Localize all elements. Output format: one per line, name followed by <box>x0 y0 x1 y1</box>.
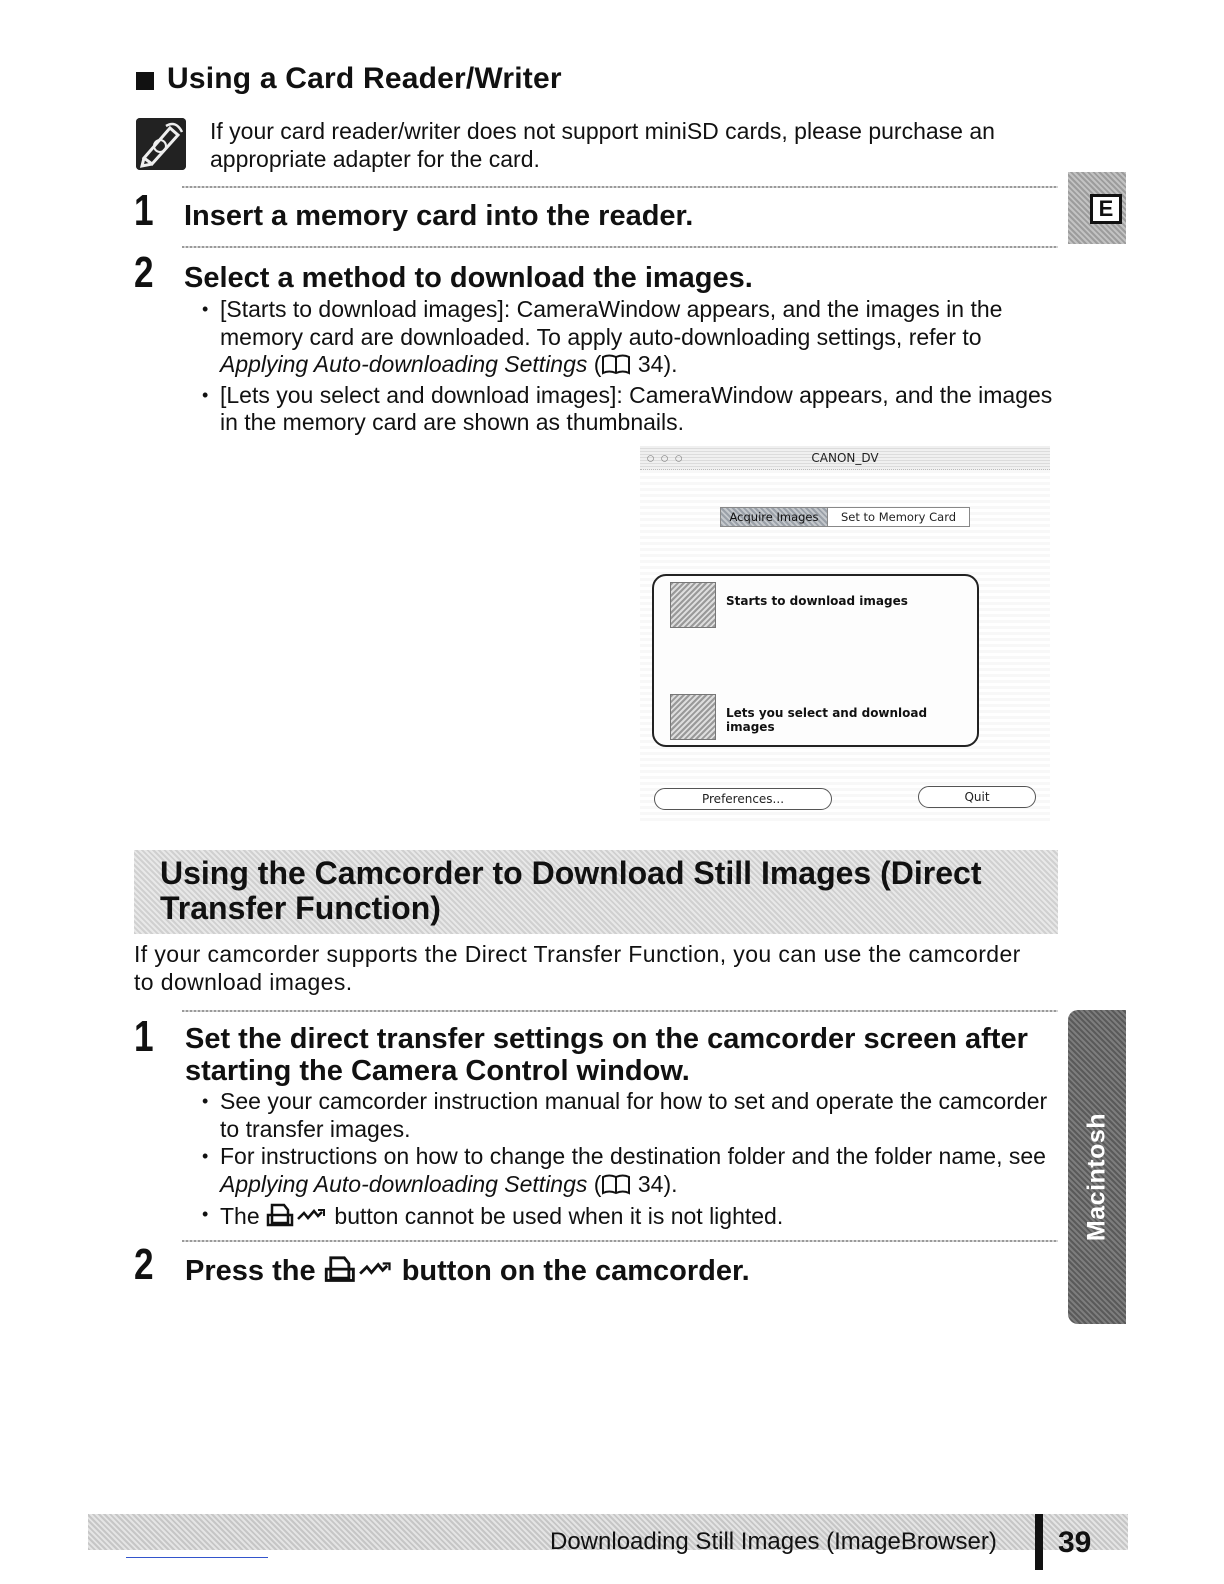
cross-reference-title: Applying Auto-downloading Settings <box>220 351 588 377</box>
step-number: 2 <box>134 248 154 297</box>
quit-button[interactable]: Quit <box>918 786 1036 808</box>
tab-acquire-images[interactable]: Acquire Images <box>720 507 828 527</box>
section-tab-label: Macintosh <box>1082 1112 1111 1242</box>
footer-title: Downloading Still Images (ImageBrowser) <box>550 1528 997 1555</box>
step-title: Select a method to download the images. <box>184 262 753 294</box>
language-tab-label: E <box>1090 194 1122 224</box>
bullet-item <box>200 1201 1060 1234</box>
divider <box>182 186 1058 188</box>
bullet-text: See your camcorder instruction manual for how to set and operate the camcorder to transfer images. <box>220 1088 1048 1142</box>
select-download-icon[interactable] <box>670 694 716 740</box>
option-starts-download[interactable]: Starts to download images <box>726 594 908 608</box>
bullet-text: [Lets you select and download images]: CameraWindow appears, and the images in the memory card are shown as thumbnails. <box>220 381 1053 435</box>
camerawindow-screenshot <box>640 446 1052 822</box>
window-controls-icon: ○○○ <box>646 450 689 467</box>
step-number: 1 <box>134 186 154 235</box>
step-title: Insert a memory card into the reader. <box>184 200 694 232</box>
print-share-icon <box>266 1201 328 1234</box>
book-icon <box>601 353 631 382</box>
tab-set-to-memory-card[interactable]: Set to Memory Card <box>828 507 970 527</box>
bullet-list <box>200 296 1060 437</box>
section-tab <box>1068 1010 1126 1324</box>
page-reference: 34). <box>637 351 678 377</box>
print-share-icon <box>324 1253 394 1290</box>
option-select-download[interactable]: Lets you select and download images <box>726 706 928 734</box>
divider <box>182 246 1058 248</box>
step-number: 1 <box>134 1012 154 1061</box>
window-titlebar <box>640 446 1050 470</box>
bullet-text: button cannot be used when it is not lighted. <box>334 1203 784 1229</box>
download-all-icon[interactable] <box>670 582 716 628</box>
step-title-post: button on the camcorder. <box>401 1255 750 1287</box>
step-title <box>185 1253 750 1290</box>
divider <box>182 1240 1058 1242</box>
step-number: 2 <box>134 1240 154 1289</box>
bullet-text: The <box>220 1203 260 1229</box>
bullet-text: [Starts to download images]: CameraWindow appears, and the images in the memory card are downloaded. To apply auto-downloading settings, refer to <box>220 296 1003 350</box>
page-reference: 34). <box>637 1170 678 1197</box>
banner-title: Using the Camcorder to Download Still Images (Direct Transfer Function) <box>160 855 982 926</box>
divider <box>182 1010 1058 1012</box>
section-banner <box>134 850 1058 934</box>
bullet-list <box>200 1088 1060 1234</box>
bullet-item: • For instructions on how to change the destination folder and the folder name, see Applying Auto-downloading Settings ( 34). <box>200 1143 1060 1201</box>
bullet-text: For instructions on how to change the destination folder and the folder name, see <box>220 1143 1046 1169</box>
note-pencil-icon <box>136 118 186 170</box>
bullet-item <box>200 1088 1060 1143</box>
window-body <box>640 470 1050 822</box>
download-options-panel <box>652 574 979 747</box>
section-heading: Using a Card Reader/Writer <box>167 62 562 95</box>
preferences-button[interactable]: Preferences... <box>654 788 832 810</box>
step-title: Set the direct transfer settings on the camcorder screen after starting the Camera Control window. <box>185 1023 1028 1087</box>
language-tab <box>1068 172 1126 244</box>
step-title-pre: Press the <box>185 1255 316 1287</box>
bullet-item <box>200 382 1060 437</box>
note-text: If your card reader/writer does not support miniSD cards, please purchase an appropriate adapter for the card. <box>210 118 995 172</box>
bullet-item: • [Starts to download images]: CameraWindow appears, and the images in the memory card are downloaded. To apply auto-downloading settings, refer to Applying Auto-downloading Settings ( 34). <box>200 296 1060 382</box>
intro-text: If your camcorder supports the Direct Transfer Function, you can use the camcorder to download images. <box>134 941 1021 995</box>
footer-divider <box>1035 1514 1043 1570</box>
book-icon <box>601 1173 631 1202</box>
heading-bullet <box>136 72 154 90</box>
page-number: 39 <box>1058 1526 1092 1559</box>
decorative-line <box>126 1557 268 1558</box>
window-title: CANON_DV <box>811 451 879 465</box>
cross-reference-title: Applying Auto-downloading Settings <box>220 1170 588 1197</box>
